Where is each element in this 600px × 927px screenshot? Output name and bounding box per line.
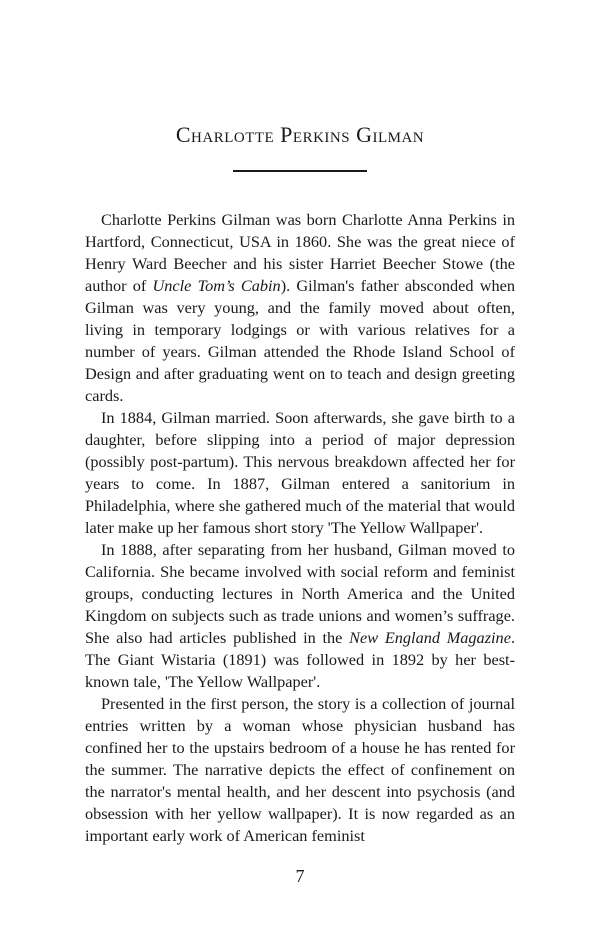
magazine-title-italic: New England Magazine [349,628,511,647]
text-run: Presented in the first person, the story is a collection of journal entries written by a woman whose physician husband has confined her to the upstairs bedroom of a house he has rented for the summer. The narrative depicts the effect of confinement on the narrator's mental health, and her descent into psychosis (and obsession with her yellow wallpaper). It is now regarded as an important early work of American feminist [85,694,515,845]
chapter-title: Charlotte Perkins Gilman [175,122,425,147]
page-number: 7 [295,866,305,886]
text-run: In 1888, after separating from her husband, Gilman moved to California. She became involved with social reform and feminist groups, conducting lectures in North America and the United Kingdom on subjects such as trade unions and women’s suffrage. She also had articles published in the [85,540,515,647]
paragraph [85,209,515,407]
text-run: Charlotte Perkins Gilman was born Charlotte Anna Perkins in Hartford, Connecticut, USA in 1860. She was the great niece of Henry Ward Beecher and his sister Harriet Beecher Stowe (the author of [85,210,515,295]
paragraph [85,407,515,539]
book-title-italic: Uncle Tom’s Cabin [152,276,281,295]
title-divider [233,170,367,172]
text-run: In 1884, Gilman married. Soon afterwards, she gave birth to a daughter, before slipping into a period of major depression (possibly post-partum). This nervous breakdown affected her for years to come. In 1887, Gilman entered a sanitorium in Philadelphia, where she gathered much of the material that would later make up her famous short story 'The Yellow Wallpaper'. [85,408,515,537]
paragraph [85,539,515,693]
text-run: . The Giant Wistaria (1891) was followed in 1892 by her best-known tale, 'The Yellow Wallpaper'. [85,628,516,691]
paragraph [85,693,515,847]
body-text [85,209,515,847]
text-run: ). Gilman's father absconded when Gilman was very young, and the family moved about often, living in temporary lodgings or with various relatives for a number of years. Gilman attended the Rhode Island School of Design and after graduating went on to teach and design greeting cards. [85,276,515,405]
